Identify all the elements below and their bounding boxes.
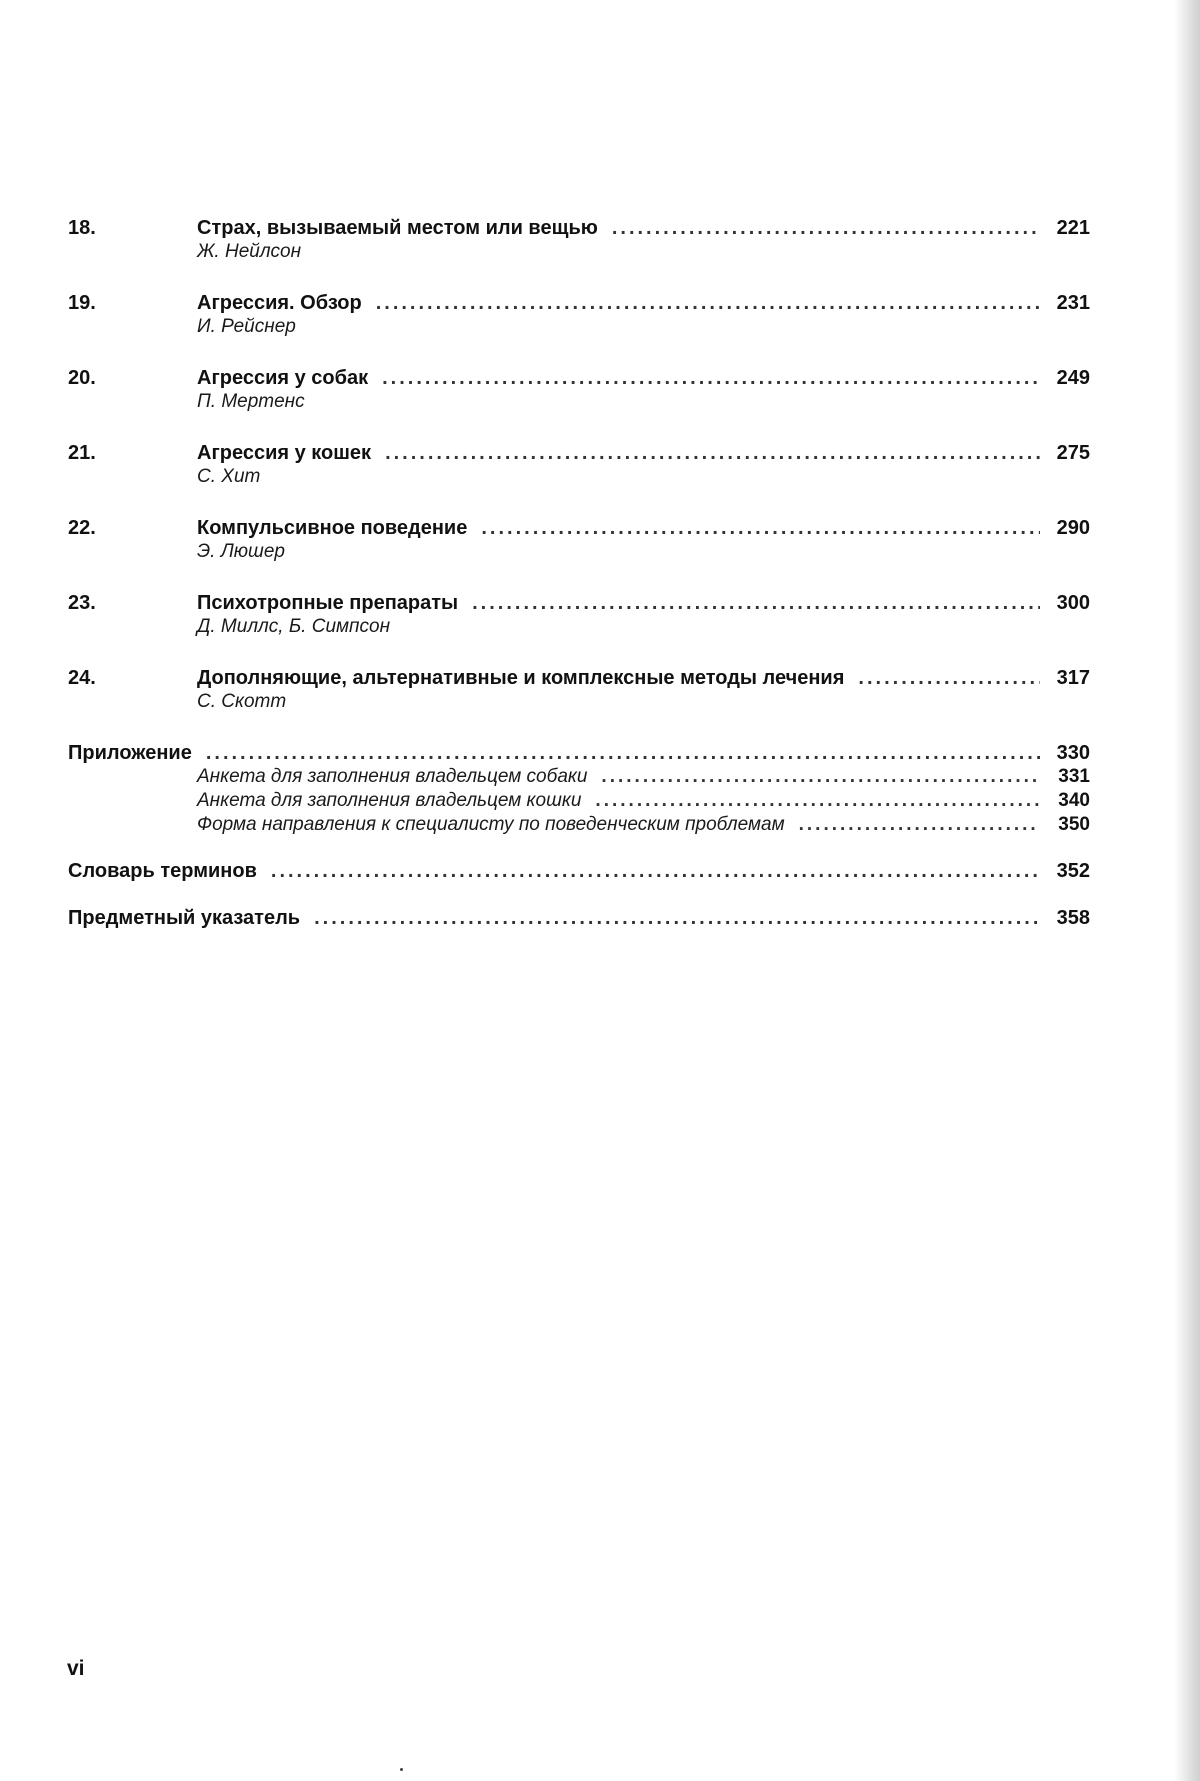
page-number: 358	[1056, 907, 1090, 929]
toc-chapter-20	[68, 366, 1090, 414]
dot-leader	[382, 366, 1040, 390]
toc-appendix	[68, 741, 1090, 837]
chapter-author: П. Мертенс	[197, 391, 305, 412]
dot-leader	[206, 741, 1040, 765]
toc-chapter-23	[68, 591, 1090, 639]
table-of-contents	[68, 216, 1090, 953]
toc-row	[68, 906, 1090, 930]
chapter-author: Д. Миллс, Б. Симпсон	[197, 616, 391, 637]
page-folio: vi	[67, 1657, 85, 1680]
dot-leader	[271, 859, 1040, 883]
page-number: 330	[1056, 742, 1090, 764]
page-number: 275	[1056, 442, 1090, 464]
dot-leader	[376, 291, 1040, 315]
dot-leader	[472, 591, 1040, 615]
toc-chapter-18	[68, 216, 1090, 264]
chapter-number: 21.	[68, 442, 96, 464]
dot-leader	[314, 906, 1040, 930]
dot-leader	[799, 813, 1040, 837]
toc-index	[68, 906, 1090, 930]
chapter-title: Агрессия. Обзор	[197, 292, 362, 314]
page-number: 290	[1056, 517, 1090, 539]
dot-leader	[481, 516, 1040, 540]
toc-row	[68, 291, 1090, 315]
chapter-author: С. Скотт	[197, 691, 287, 712]
toc-chapter-22	[68, 516, 1090, 564]
toc-glossary	[68, 859, 1090, 883]
chapter-title: Страх, вызываемый местом или вещью	[197, 217, 598, 239]
toc-row	[68, 366, 1090, 390]
chapter-author: Ж. Нейлсон	[197, 241, 302, 262]
toc-row	[68, 741, 1090, 765]
appendix-item-title: Анкета для заполнения владельцем кошки	[197, 790, 582, 811]
chapter-title: Психотропные препараты	[197, 592, 459, 614]
chapter-author: И. Рейснер	[197, 316, 296, 337]
toc-row	[68, 859, 1090, 883]
page-number: 317	[1056, 667, 1090, 689]
chapter-author: Э. Люшер	[197, 541, 285, 562]
chapter-number: 20.	[68, 367, 96, 389]
page-number: 300	[1056, 592, 1090, 614]
toc-chapter-21	[68, 441, 1090, 489]
toc-row	[68, 441, 1090, 465]
chapter-number: 23.	[68, 592, 96, 614]
toc-chapter-19	[68, 291, 1090, 339]
page-edge-shadow	[1174, 0, 1200, 1781]
page-number: 352	[1056, 860, 1090, 882]
appendix-item	[68, 789, 1090, 813]
dot-leader	[595, 789, 1040, 813]
index-title: Предметный указатель	[68, 907, 301, 929]
chapter-title: Агрессия у кошек	[197, 442, 372, 464]
chapter-number: 18.	[68, 217, 96, 239]
dot-leader	[601, 765, 1040, 789]
appendix-item-title: Форма направления к специалисту по поведенческим проблемам	[197, 814, 785, 835]
appendix-item-title: Анкета для заполнения владельцем собаки	[197, 766, 588, 787]
page-number: 221	[1056, 217, 1090, 239]
page-number: 231	[1056, 292, 1090, 314]
page-number: 350	[1058, 814, 1090, 835]
scan-speck	[400, 1768, 403, 1771]
toc-row	[68, 516, 1090, 540]
dot-leader	[612, 216, 1040, 240]
toc-chapter-24	[68, 666, 1090, 714]
chapter-author: С. Хит	[197, 466, 261, 487]
chapter-number: 22.	[68, 517, 96, 539]
page-number: 249	[1056, 367, 1090, 389]
chapter-title: Компульсивное поведение	[197, 517, 468, 539]
chapter-title: Агрессия у собак	[197, 367, 369, 389]
appendix-title: Приложение	[68, 742, 192, 764]
appendix-item	[68, 813, 1090, 837]
dot-leader	[858, 666, 1040, 690]
appendix-item	[68, 765, 1090, 789]
chapter-number: 19.	[68, 292, 96, 314]
page-number: 340	[1058, 790, 1090, 811]
toc-row	[68, 591, 1090, 615]
toc-row	[68, 216, 1090, 240]
chapter-number: 24.	[68, 667, 96, 689]
dot-leader	[385, 441, 1040, 465]
glossary-title: Словарь терминов	[68, 860, 257, 882]
chapter-title: Дополняющие, альтернативные и комплексные методы лечения	[197, 667, 845, 689]
page-number: 331	[1058, 766, 1090, 787]
toc-row	[68, 666, 1090, 690]
